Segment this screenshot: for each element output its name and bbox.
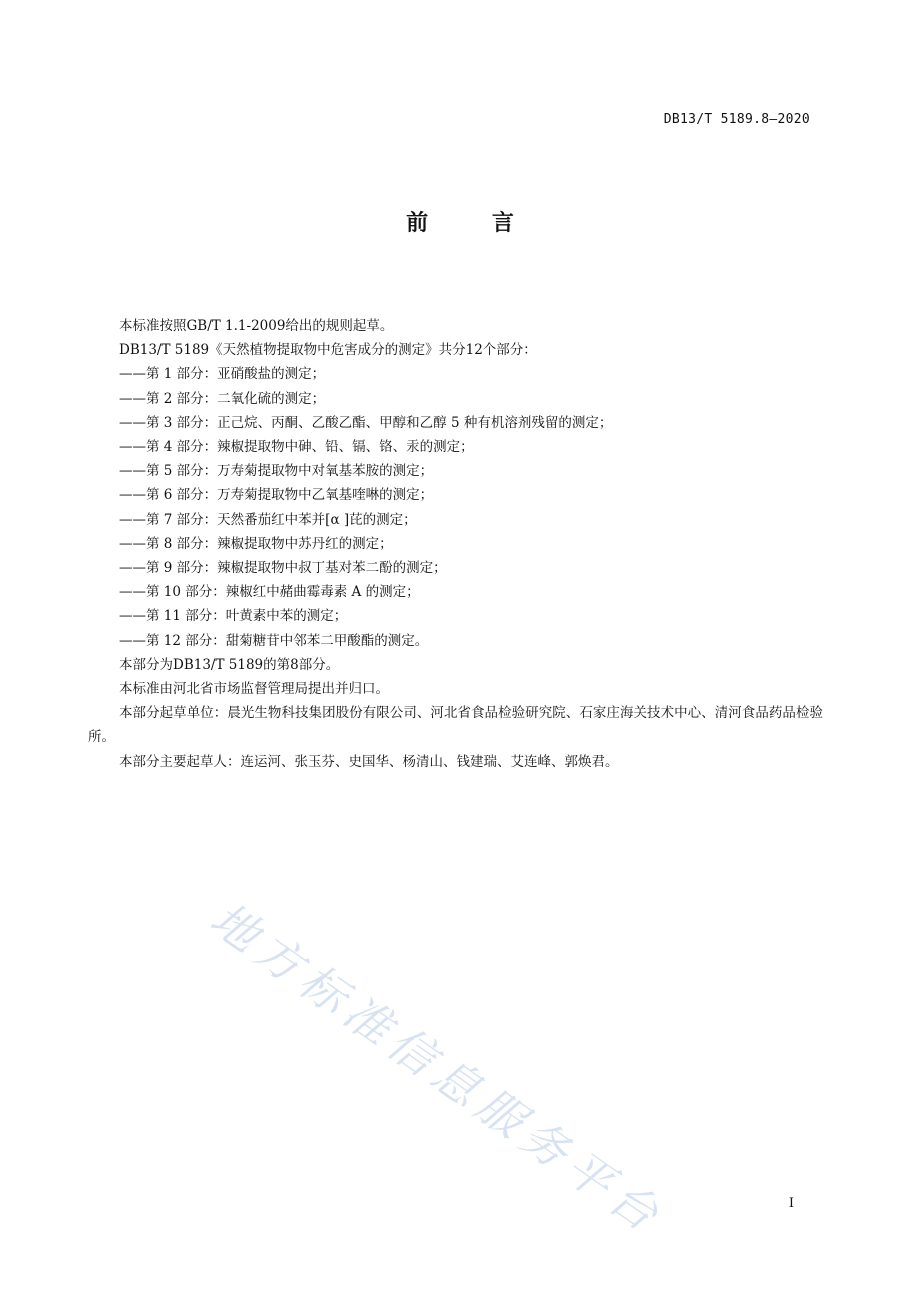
list-item: ——第 6 部分：万寿菊提取物中乙氧基喹啉的测定； [119, 487, 434, 504]
list-item: ——第 10 部分：辣椒红中赭曲霉毒素 A 的测定； [119, 584, 420, 601]
list-item: ——第 11 部分：叶黄素中苯的测定； [119, 608, 348, 625]
foreword-body [88, 314, 823, 774]
drafters: 本部分主要起草人：连运河、张玉芬、史国华、杨清山、钱建瑞、艾连峰、郭焕君。 [119, 753, 619, 770]
list-item: ——第 12 部分：甜菊糖苷中邻苯二甲酸酯的测定。 [119, 632, 429, 649]
list-item: ——第 7 部分：天然番茄红中苯并[α ]芘的测定； [119, 511, 417, 528]
paragraph: 本部分为DB13/T 5189的第8部分。 [119, 656, 340, 673]
list-item: ——第 2 部分：二氧化硫的测定； [119, 390, 326, 407]
list-item: ——第 8 部分：辣椒提取物中苏丹红的测定； [119, 535, 393, 552]
paragraph: 本标准按照GB/T 1.1-2009给出的规则起草。 [119, 318, 394, 334]
list-item: ——第 4 部分：辣椒提取物中砷、铅、镉、铬、汞的测定； [119, 439, 474, 456]
watermark-text: 地方标准信息服务平台 [200, 891, 675, 1246]
paragraph: DB13/T 5189《天然植物提取物中危害成分的测定》共分12个部分： [119, 342, 537, 359]
page-title: 前 言 [406, 211, 542, 236]
list-item: ——第 3 部分：正己烷、丙酮、乙酸乙酯、甲醇和乙醇 5 种有机溶剂残留的测定； [119, 414, 613, 431]
list-item: ——第 1 部分：亚硝酸盐的测定； [119, 366, 326, 383]
document-code: DB13/T 5189.8—2020 [663, 112, 810, 127]
paragraph: 本标准由河北省市场监督管理局提出并归口。 [119, 681, 389, 698]
list-item: ——第 9 部分：辣椒提取物中叔丁基对苯二酚的测定； [119, 560, 447, 577]
list-item: ——第 5 部分：万寿菊提取物中对氧基苯胺的测定； [119, 463, 434, 480]
page-number: I [788, 1196, 794, 1211]
drafting-units: 本部分起草单位：晨光生物科技集团股份有限公司、河北省食品检验研究院、石家庄海关技术中心、清河食品药品检验所。 [88, 705, 823, 746]
